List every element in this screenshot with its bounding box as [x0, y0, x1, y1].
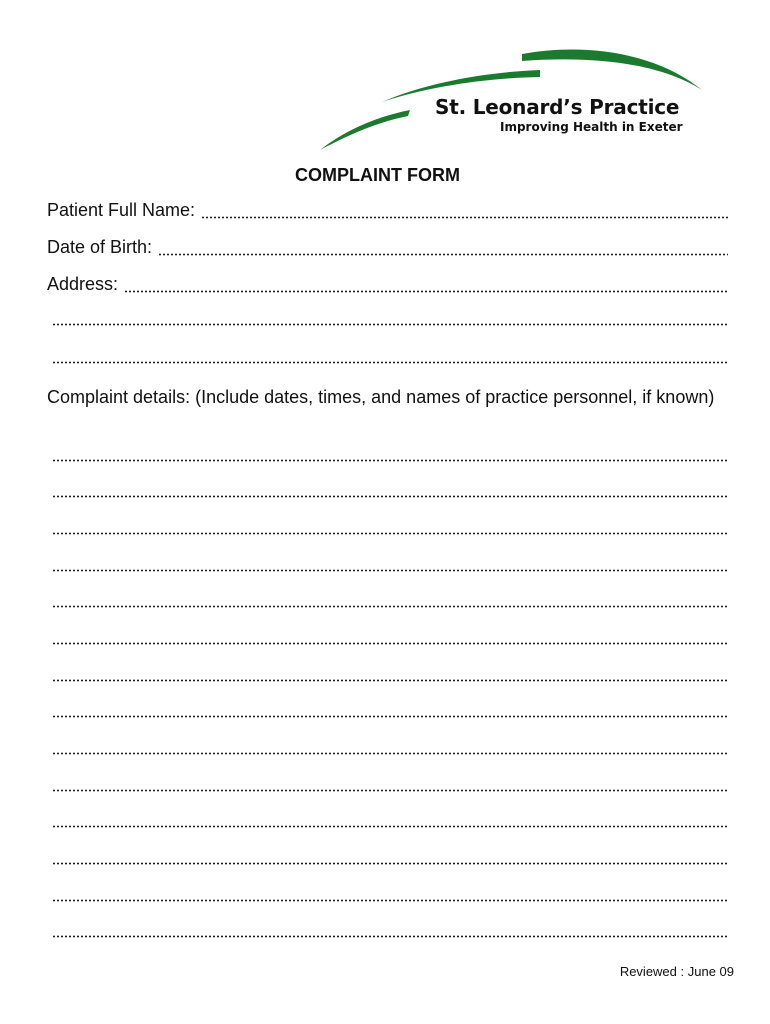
- logo-swoosh-top: [522, 50, 702, 91]
- patient-name-field[interactable]: [201, 216, 728, 219]
- form-title: COMPLAINT FORM: [295, 165, 460, 185]
- complaint-line[interactable]: [52, 789, 728, 792]
- address-field-line-2[interactable]: [52, 323, 728, 326]
- complaint-line[interactable]: [52, 679, 728, 682]
- dob-field[interactable]: [158, 253, 728, 256]
- complaint-line[interactable]: [52, 459, 728, 462]
- address-field-line-1[interactable]: [124, 290, 728, 293]
- complaint-line[interactable]: [52, 752, 728, 755]
- complaint-line[interactable]: [52, 605, 728, 608]
- dob-label: Date of Birth:: [47, 237, 153, 257]
- reviewed-date: Reviewed : June 09: [619, 964, 734, 979]
- complaint-line[interactable]: [52, 715, 728, 718]
- logo-practice-name: St. Leonard’s Practice: [435, 95, 680, 119]
- dob-row: [47, 237, 728, 261]
- complaint-line[interactable]: [52, 532, 728, 535]
- complaint-line[interactable]: [52, 935, 728, 938]
- complaint-line[interactable]: [52, 899, 728, 902]
- logo-tagline: Improving Health in Exeter: [500, 120, 683, 134]
- complaint-line[interactable]: [52, 642, 728, 645]
- complaint-line[interactable]: [52, 825, 728, 828]
- address-row: [47, 274, 728, 298]
- patient-name-row: [47, 200, 728, 224]
- complaint-line[interactable]: [52, 569, 728, 572]
- address-field-line-3[interactable]: [52, 361, 728, 364]
- complaint-line[interactable]: [52, 862, 728, 865]
- patient-name-label: Patient Full Name:: [47, 200, 196, 220]
- complaint-details-label: Complaint details: (Include dates, times, and names of practice personnel, if known): [47, 387, 715, 407]
- logo-swoosh-bottom: [320, 110, 410, 150]
- complaint-line[interactable]: [52, 495, 728, 498]
- address-label: Address:: [47, 274, 119, 294]
